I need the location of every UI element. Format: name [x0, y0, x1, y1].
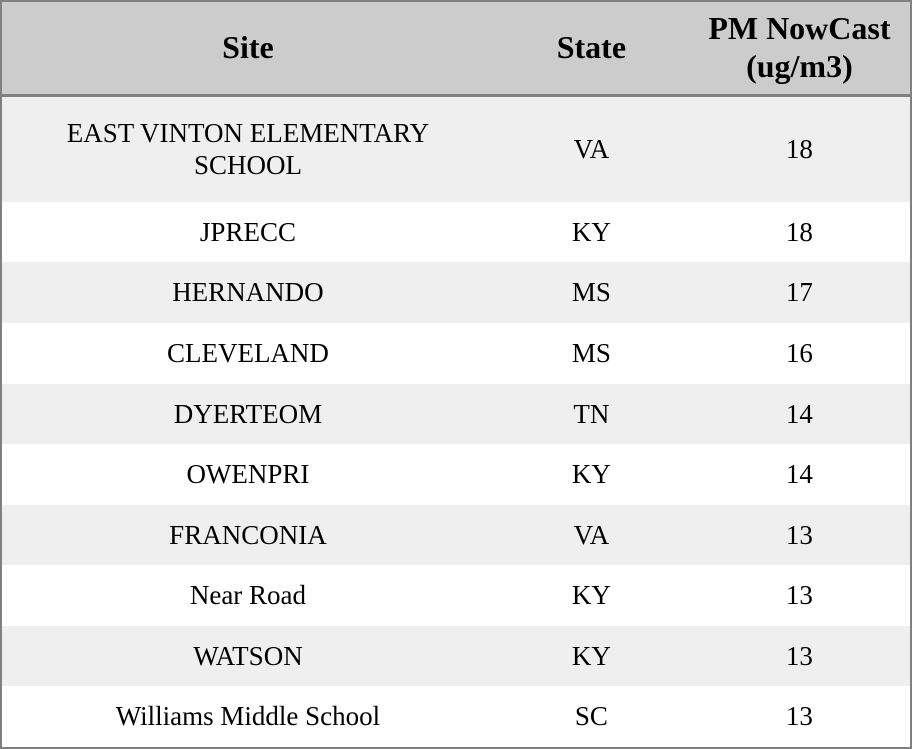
cell-pm-nowcast: 14: [689, 384, 910, 445]
cell-pm-nowcast: 13: [689, 686, 910, 747]
cell-state: KY: [494, 565, 689, 626]
cell-site: Williams Middle School: [2, 686, 494, 747]
cell-state: MS: [494, 323, 689, 384]
table-row: [2, 626, 910, 687]
cell-pm-nowcast: 13: [689, 565, 910, 626]
cell-state: MS: [494, 262, 689, 323]
cell-pm-nowcast: 16: [689, 323, 910, 384]
table-row: [2, 505, 910, 566]
cell-pm-nowcast: 13: [689, 505, 910, 566]
table-header: [2, 2, 910, 95]
cell-state: VA: [494, 505, 689, 566]
cell-pm-nowcast: 14: [689, 444, 910, 505]
table-row: [2, 384, 910, 445]
table-row: [2, 202, 910, 263]
cell-pm-nowcast: 17: [689, 262, 910, 323]
cell-site: WATSON: [2, 626, 494, 687]
table-row: [2, 565, 910, 626]
column-header-pm-nowcast: PM NowCast (ug/m3): [689, 2, 910, 95]
table-row: [2, 686, 910, 747]
table-header-row: [2, 2, 910, 95]
cell-state: SC: [494, 686, 689, 747]
table-body: [2, 95, 910, 747]
table-row: [2, 262, 910, 323]
cell-state: KY: [494, 626, 689, 687]
cell-site: Near Road: [2, 565, 494, 626]
cell-state: VA: [494, 95, 689, 202]
cell-site: HERNANDO: [2, 262, 494, 323]
table-row: [2, 95, 910, 202]
cell-state: KY: [494, 202, 689, 263]
cell-site: OWENPRI: [2, 444, 494, 505]
cell-pm-nowcast: 13: [689, 626, 910, 687]
table-row: [2, 323, 910, 384]
cell-site: EAST VINTON ELEMENTARY SCHOOL: [2, 95, 494, 202]
cell-state: KY: [494, 444, 689, 505]
cell-site: FRANCONIA: [2, 505, 494, 566]
table-row: [2, 444, 910, 505]
column-header-site: Site: [2, 2, 494, 95]
cell-pm-nowcast: 18: [689, 95, 910, 202]
air-quality-table: [2, 2, 910, 747]
cell-site: DYERTEOM: [2, 384, 494, 445]
cell-state: TN: [494, 384, 689, 445]
cell-site: CLEVELAND: [2, 323, 494, 384]
cell-site: JPRECC: [2, 202, 494, 263]
cell-pm-nowcast: 18: [689, 202, 910, 263]
column-header-state: State: [494, 2, 689, 95]
